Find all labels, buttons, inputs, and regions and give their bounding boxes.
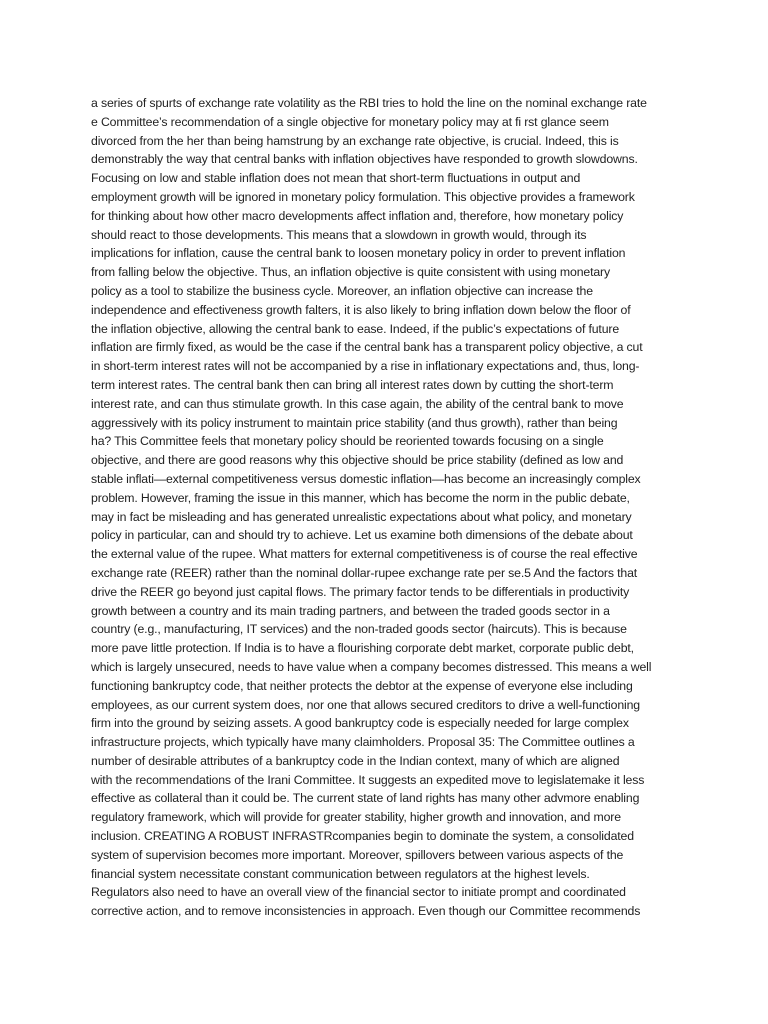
text-line: a series of spurts of exchange rate volatility as the RBI tries to hold the line on the nominal exchange rate	[91, 96, 647, 110]
text-line: e Committee’s recommendation of a single objective for monetary policy may at fi rst glance seem	[91, 114, 609, 129]
text-line: inflation are firmly fixed, as would be the case if the central bank has a transparent policy objective, a cut	[91, 340, 643, 355]
text-line: divorced from the her than being hamstrung by an exchange rate objective, is crucial. Indeed, this is	[91, 133, 619, 148]
text-line: employment growth will be ignored in monetary policy formulation. This objective provides a framework	[91, 189, 635, 204]
text-line: policy as a tool to stabilize the business cycle. Moreover, an inflation objective can increase the	[91, 283, 593, 298]
text-line: demonstrably the way that central banks with inflation objectives have responded to growth slowdowns.	[91, 152, 638, 167]
text-line: the external value of the rupee. What matters for external competitiveness is of course the real effective	[91, 547, 638, 562]
text-line: policy in particular, can and should try to achieve. Let us examine both dimensions of the debate about	[91, 528, 633, 543]
text-line: Focusing on low and stable inflation does not mean that short-term fluctuations in output and	[91, 171, 581, 186]
text-line: term interest rates. The central bank then can bring all interest rates down by cutting the short-term	[91, 377, 614, 392]
text-line: growth between a country and its main trading partners, and between the traded goods sector in a	[91, 603, 610, 618]
text-line: stable inflati—external competitiveness versus domestic inflation—has become an increasingly complex	[91, 471, 641, 486]
text-line: employees, as our current system does, nor one that allows secured creditors to drive a well-functioning	[91, 697, 640, 712]
text-line: ha? This Committee feels that monetary policy should be reoriented towards focusing on a single	[91, 434, 604, 449]
text-line: more pave little protection. If India is to have a flourishing corporate debt market, corporate public debt,	[91, 641, 634, 656]
body-text	[91, 94, 691, 921]
text-line: from falling below the objective. Thus, an inflation objective is quite consistent with using monetary	[91, 265, 610, 280]
text-line: country (e.g., manufacturing, IT services) and the non-traded goods sector (haircuts). This is because	[91, 622, 627, 637]
text-line: the inflation objective, allowing the central bank to ease. Indeed, if the public’s expectations of future	[91, 321, 620, 336]
text-line: infrastructure projects, which typically have many claimholders. Proposal 35: The Committee outlines a	[91, 735, 635, 750]
text-line: with the recommendations of the Irani Committee. It suggests an expedited move to legislatemake it less	[91, 772, 645, 787]
text-line: interest rate, and can thus stimulate growth. In this case again, the ability of the central bank to move	[91, 396, 624, 411]
text-line: objective, and there are good reasons why this objective should be price stability (defined as low and	[91, 453, 624, 468]
text-line: Regulators also need to have an overall view of the financial sector to initiate prompt and coordinated	[91, 885, 626, 900]
text-line: firm into the ground by seizing assets. A good bankruptcy code is especially needed for large complex	[91, 716, 629, 731]
text-line: aggressively with its policy instrument to maintain price stability (and thus growth), rather than being	[91, 415, 618, 430]
text-line: functioning bankruptcy code, that neither protects the debtor at the expense of everyone else including	[91, 678, 633, 693]
text-line: independence and effectiveness growth falters, it is also likely to bring inflation down below the floor of	[91, 302, 631, 317]
text-line: corrective action, and to remove inconsistencies in approach. Even though our Committee recommends	[91, 904, 641, 919]
text-line: drive the REER go beyond just capital flows. The primary factor tends to be differentials in productivity	[91, 584, 630, 599]
text-line: problem. However, framing the issue in this manner, which has become the norm in the public debate,	[91, 490, 630, 505]
text-line: financial system necessitate constant communication between regulators at the highest levels.	[91, 866, 590, 881]
text-line: may in fact be misleading and has generated unrealistic expectations about what policy, and monetary	[91, 509, 632, 524]
text-line: exchange rate (REER) rather than the nominal dollar-rupee exchange rate per se.5 And the factors that	[91, 565, 638, 580]
text-line: for thinking about how other macro developments affect inflation and, therefore, how monetary policy	[91, 208, 624, 223]
text-line: regulatory framework, which will provide for greater stability, higher growth and innovation, and more	[91, 810, 621, 825]
text-line: inclusion. CREATING A ROBUST INFRASTRcompanies begin to dominate the system, a consolidated	[91, 829, 634, 844]
text-line: which is largely unsecured, needs to have value when a company becomes distressed. This means a well	[91, 659, 652, 674]
text-line: system of supervision becomes more important. Moreover, spillovers between various aspects of the	[91, 847, 624, 862]
text-line: in short-term interest rates will not be accompanied by a rise in inflationary expectations and, thus, long-	[91, 359, 640, 374]
text-line: number of desirable attributes of a bankruptcy code in the Indian context, many of which are aligned	[91, 753, 620, 768]
text-line: should react to those developments. This means that a slowdown in growth would, through its	[91, 227, 587, 242]
text-line: implications for inflation, cause the central bank to loosen monetary policy in order to prevent inflation	[91, 246, 626, 261]
text-line: effective as collateral than it could be. The current state of land rights has many other advmore enabling	[91, 791, 640, 806]
